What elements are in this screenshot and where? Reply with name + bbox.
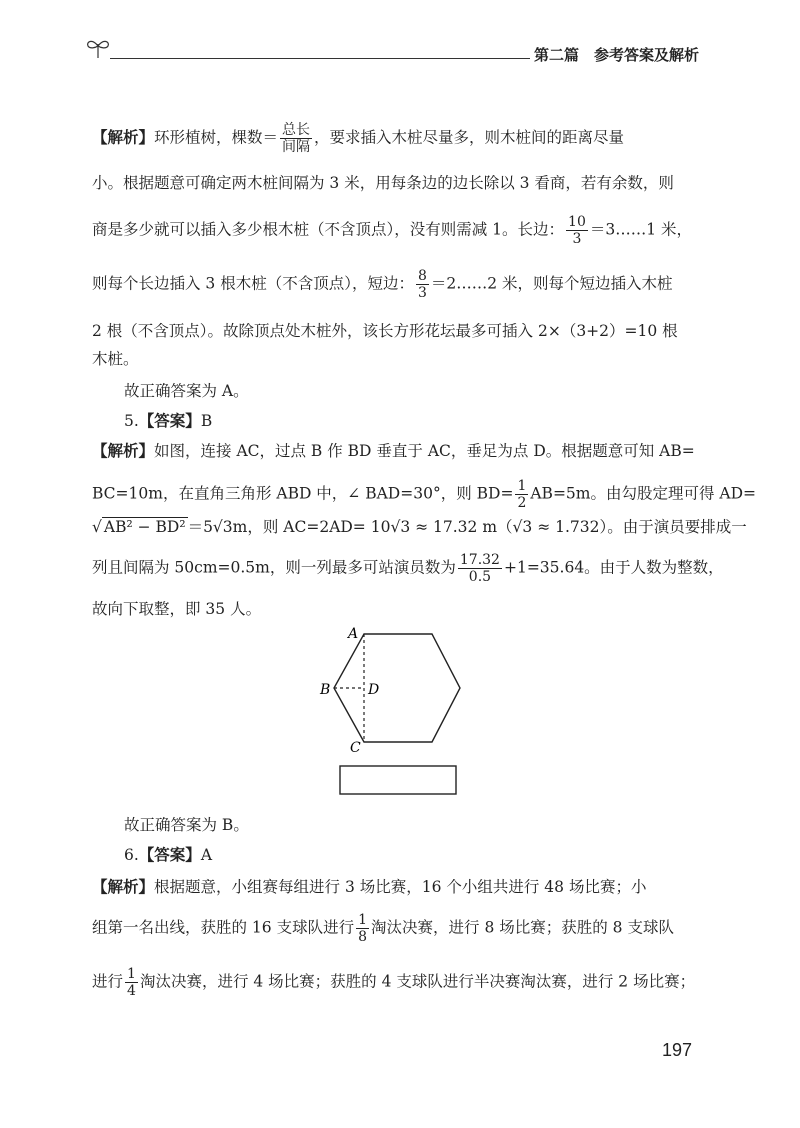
analysis-label: 【解析】 <box>92 878 155 896</box>
paragraph: 进行 $\frac{1}{4}$ 淘汰决赛，进行 4 场比赛；获胜的 4 支球队进行半决赛淘汰赛，进行 2 场比赛； <box>92 966 696 999</box>
answer-line: 故正确答案为 B。 <box>124 816 249 834</box>
label-d: D <box>368 682 380 698</box>
paragraph: √ AB² − BD² ＝5√3m，则 AC=2AD= 10√3 ≈ 17.32 m（√3 ≈ 1.732）。由于演员要排成一 <box>92 518 747 536</box>
paragraph: 组第一名出线，获胜的 16 支球队进行 $\frac{1}{8}$ 淘汰决赛，进行 8 场比赛；获胜的 8 支球队 <box>92 912 674 945</box>
fraction: $\frac{\text{总长}}{\text{间隔}}$ <box>282 122 311 155</box>
label-a: A <box>348 626 359 642</box>
stage-rectangle <box>340 766 456 794</box>
paragraph: 2 根（不含顶点）。故除顶点处木桩外，该长方形花坛最多可插入 2×（3+2）=10 根 <box>92 322 678 340</box>
label-c: C <box>350 740 361 756</box>
analysis-label: 【解析】 <box>92 128 155 147</box>
fraction: $\frac{1}{8}$ <box>358 912 368 945</box>
sqrt-expression: AB² − BD² <box>103 518 186 536</box>
paragraph: 则每个长边插入 3 根木桩（不含顶点），短边： $\frac{8}{3}$ ＝2……2 米，则每个短边插入木桩 <box>92 268 673 301</box>
paragraph: 小。根据题意可确定两木桩间隔为 3 米，用每条边的边长除以 3 看商，若有余数，则 <box>92 174 674 192</box>
answer-line: 故正确答案为 A。 <box>124 382 249 400</box>
paragraph: 【解析】环形植树，棵数＝ $\frac{\text{总长}}{\text{间隔}}$ ，要求插入木桩尽量多，则木桩间的距离尽量 <box>92 122 625 155</box>
paragraph: 故向下取整，即 35 人。 <box>92 600 262 618</box>
paragraph: 【解析】根据题意，小组赛每组进行 3 场比赛，16 个小组共进行 48 场比赛；小 <box>92 878 647 896</box>
paragraph: BC=10m，在直角三角形 ABD 中，∠ BAD=30°，则 BD= $\frac{1}{2}$ AB=5m。由勾股定理可得 AD= <box>92 478 757 511</box>
paragraph: 木桩。 <box>92 350 139 368</box>
fraction: $\frac{1}{4}$ <box>127 966 136 999</box>
section-title: 第二篇 参考答案及解析 <box>534 46 700 64</box>
question-answer: 5.【答案】B <box>124 412 213 430</box>
hexagon-figure <box>310 620 480 800</box>
question-answer: 6.【答案】A <box>124 846 213 864</box>
paragraph: 商是多少就可以插入多少根木桩（不含顶点），没有则需减 1。长边： $\frac{10}{3}$ ＝3……1 米， <box>92 214 693 247</box>
fraction: $\frac{17.32}{0.5}$ <box>459 552 500 585</box>
header-rule <box>110 58 530 59</box>
label-b: B <box>320 682 331 698</box>
leaf-icon <box>84 36 112 60</box>
fraction: $\frac{10}{3}$ <box>568 214 586 247</box>
fraction: $\frac{8}{3}$ <box>417 268 427 301</box>
paragraph: 【解析】如图，连接 AC，过点 B 作 BD 垂直于 AC，垂足为点 D。根据题意可知 AB= <box>92 442 695 460</box>
fraction: $\frac{1}{2}$ <box>517 478 527 511</box>
page-number: 197 <box>662 1040 693 1060</box>
analysis-label: 【解析】 <box>92 442 155 460</box>
paragraph: 列且间隔为 50cm=0.5m，则一列最多可站演员数为 $\frac{17.32}{0.5}$ +1=35.64。由于人数为整数， <box>92 552 724 585</box>
